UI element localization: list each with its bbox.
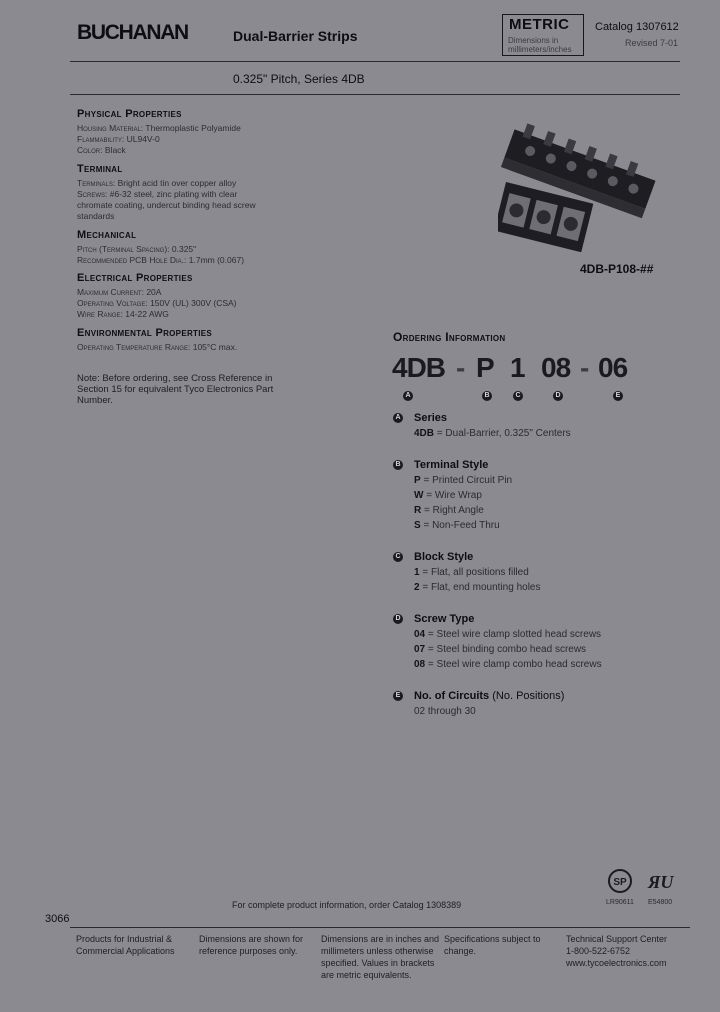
letter-badge-b: B bbox=[482, 391, 492, 401]
footer-rule bbox=[70, 927, 690, 928]
ur-cert-icon bbox=[646, 870, 678, 894]
metric-title: METRIC bbox=[509, 16, 570, 33]
letter-badge: C bbox=[393, 552, 403, 562]
option-screw-type bbox=[393, 613, 693, 672]
option-terminal-style bbox=[393, 459, 693, 533]
option-item: R = Right Angle bbox=[414, 505, 484, 516]
letter-badge: A bbox=[393, 413, 403, 423]
letter-badge: E bbox=[393, 691, 403, 701]
option-circuits bbox=[393, 690, 693, 719]
property-line: Operating Voltage: 150V (UL) 300V (CSA) bbox=[77, 298, 237, 308]
section-heading: Mechanical bbox=[77, 229, 137, 241]
property-line: Wire Range: 14-22 AWG bbox=[77, 309, 169, 319]
barrier-strip-illustration-icon bbox=[498, 112, 678, 252]
option-item: 4DB = Dual-Barrier, 0.325" Centers bbox=[414, 428, 571, 439]
revised-date: Revised 7-01 bbox=[625, 38, 679, 48]
part-dash: - bbox=[580, 352, 589, 383]
letter-badge-c: C bbox=[513, 391, 523, 401]
property-line: Maximum Current: 20A bbox=[77, 287, 162, 297]
letter-badge-e: E bbox=[613, 391, 623, 401]
csa-code: LR90611 bbox=[606, 899, 634, 906]
part-block: 1 bbox=[510, 352, 525, 383]
section-heading: Terminal bbox=[77, 163, 123, 175]
letter-badge-d: D bbox=[553, 391, 563, 401]
brand-logo: BUCHANAN bbox=[77, 21, 188, 44]
terminal-properties bbox=[77, 163, 377, 222]
metric-box bbox=[502, 14, 584, 56]
complete-info: For complete product information, order Catalog 1308389 bbox=[232, 900, 462, 910]
property-line: Operating Temperature Range: 105°C max. bbox=[77, 342, 238, 352]
letter-badge-a: A bbox=[403, 391, 413, 401]
footer-column: Products for Industrial & Commercial Applications bbox=[76, 934, 175, 956]
option-block-style bbox=[393, 551, 693, 595]
option-heading: Series bbox=[414, 412, 448, 424]
metric-subtitle bbox=[508, 36, 572, 54]
part-terminal: P bbox=[476, 352, 494, 383]
option-item: 08 = Steel wire clamp combo head screws bbox=[414, 659, 602, 670]
property-line: Terminals: Bright acid tin over copper alloy bbox=[77, 178, 237, 188]
option-heading: Block Style bbox=[414, 551, 474, 563]
option-series bbox=[393, 412, 693, 441]
property-line: Housing Material: Thermoplastic Polyamide bbox=[77, 123, 241, 133]
footer-column: Dimensions are shown for reference purposes only. bbox=[199, 934, 304, 956]
metric-sub-line-1: Dimensions in bbox=[508, 36, 559, 45]
catalog-number: Catalog 1307612 bbox=[595, 21, 679, 33]
property-line: Color: Black bbox=[77, 145, 126, 155]
header-rule bbox=[70, 61, 680, 62]
product-label: 4DB-P108-## bbox=[580, 262, 654, 276]
page-title: Dual-Barrier Strips bbox=[233, 28, 358, 44]
option-heading: No. of Circuits (No. Positions) bbox=[414, 690, 565, 702]
option-item: 07 = Steel binding combo head screws bbox=[414, 644, 587, 655]
option-item: 02 through 30 bbox=[414, 706, 476, 717]
ordering-note: Note: Before ordering, see Cross Reference in Section 15 for equivalent Tyco Electronics Part Number. bbox=[77, 373, 274, 406]
csa-cert-icon bbox=[607, 868, 635, 898]
electrical-properties bbox=[77, 272, 377, 320]
letter-badge: B bbox=[393, 460, 403, 470]
option-item: 1 = Flat, all positions filled bbox=[414, 567, 529, 578]
property-line: Screws: #6-32 steel, zinc plating with clear bbox=[77, 189, 238, 199]
section-heading: Electrical Properties bbox=[77, 272, 193, 284]
letter-badge: D bbox=[393, 614, 403, 624]
footer-column: Technical Support Center 1-800-522-6752 www.tycoelectronics.com bbox=[566, 934, 668, 968]
footer-column: Dimensions are in inches and millimeters unless otherwise specified. Values in brackets are metric equivalents. bbox=[321, 934, 440, 980]
mechanical-properties bbox=[77, 229, 377, 266]
option-item: 04 = Steel wire clamp slotted head screws bbox=[414, 629, 602, 640]
page-number: 3066 bbox=[45, 913, 70, 925]
property-line: Recommended PCB Hole Dia.: 1.7mm (0.067) bbox=[77, 255, 245, 265]
ordering-heading: Ordering Information bbox=[393, 330, 506, 344]
part-screw: 08 bbox=[541, 352, 571, 383]
property-line: standards bbox=[77, 211, 115, 221]
part-dash: - bbox=[456, 352, 465, 383]
section-heading: Physical Properties bbox=[77, 108, 182, 120]
environmental-properties bbox=[77, 327, 377, 353]
property-line: Pitch (Terminal Spacing): 0.325" bbox=[77, 244, 197, 254]
property-line: chromate coating, undercut binding head screw bbox=[77, 200, 256, 210]
part-circuits: 06 bbox=[598, 352, 628, 383]
part-series: 4DB bbox=[392, 352, 446, 383]
ul-code: E54800 bbox=[648, 899, 673, 906]
page-subtitle: 0.325" Pitch, Series 4DB bbox=[233, 72, 365, 86]
svg-text:ЯU: ЯU bbox=[648, 872, 674, 892]
option-heading: Screw Type bbox=[414, 613, 475, 625]
footer-column: Specifications subject to change. bbox=[444, 934, 541, 956]
subtitle-rule bbox=[70, 94, 680, 95]
section-heading: Environmental Properties bbox=[77, 327, 213, 339]
option-item: 2 = Flat, end mounting holes bbox=[414, 582, 541, 593]
option-heading: Terminal Style bbox=[414, 459, 489, 471]
option-item: S = Non-Feed Thru bbox=[414, 520, 500, 531]
option-item: W = Wire Wrap bbox=[414, 490, 482, 501]
metric-sub-line-2: millimeters/inches bbox=[508, 45, 572, 54]
svg-text:SP: SP bbox=[613, 877, 627, 888]
option-item: P = Printed Circuit Pin bbox=[414, 475, 513, 486]
physical-properties bbox=[77, 108, 377, 156]
property-line: Flammability: UL94V-0 bbox=[77, 134, 160, 144]
